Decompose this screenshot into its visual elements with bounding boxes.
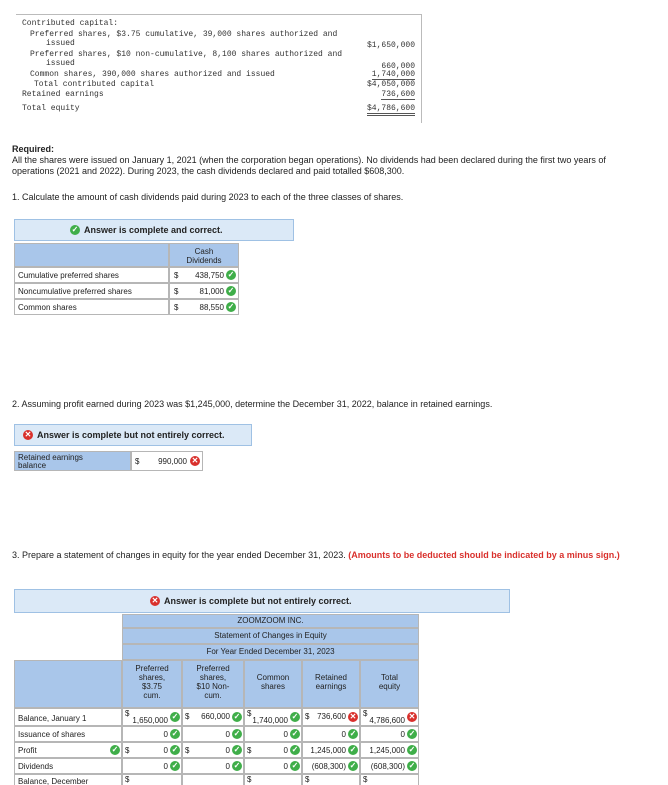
col-header-blank bbox=[14, 660, 122, 708]
q2-banner-text: Answer is complete but not entirely correct. bbox=[37, 430, 225, 440]
col-text: cum. bbox=[204, 691, 222, 700]
q1-banner bbox=[14, 219, 294, 241]
currency-symbol: $ bbox=[125, 775, 130, 784]
col-text: Total bbox=[381, 673, 398, 682]
row-label-issuance: Issuance of shares bbox=[14, 726, 122, 742]
currency-symbol: $ bbox=[247, 746, 252, 755]
col-text: shares, bbox=[199, 673, 227, 682]
correct-check-icon: ✓ bbox=[349, 745, 357, 754]
q1-question: 1. Calculate the amount of cash dividends paid during 2023 to each of the three classes of shares. bbox=[12, 192, 404, 202]
q3-question-text: 3. Prepare a statement of changes in equity for the year ended December 31, 2023. bbox=[12, 550, 346, 560]
balance-sheet-excerpt bbox=[16, 14, 422, 123]
q2-label-line2: balance bbox=[18, 461, 47, 470]
col-text: shares, bbox=[138, 673, 166, 682]
col-text: earnings bbox=[315, 682, 347, 691]
correct-check-icon: ✓ bbox=[233, 761, 241, 770]
col-text: Preferred bbox=[135, 664, 169, 673]
q1-row-value-cell[interactable] bbox=[169, 283, 239, 299]
currency-symbol: $ bbox=[247, 775, 252, 784]
required-text: All the shares were issued on January 1, 2021 (when the corporation began operations). No dividends had been declared during the first two years of operations (2021 and 2022). During 2023, the cash dividends declared and paid totalled $608,300. bbox=[12, 155, 606, 176]
cell-value: 0 bbox=[163, 746, 168, 755]
currency-symbol: $ bbox=[174, 271, 179, 280]
pref-cum-amount: $1,650,000 bbox=[366, 41, 415, 50]
correct-check-icon: ✓ bbox=[408, 729, 416, 738]
cell-value: 660,000 bbox=[201, 712, 230, 721]
total-contributed-amount: $4,050,000 bbox=[366, 80, 415, 89]
correct-check-icon: ✓ bbox=[291, 729, 299, 738]
q1-col-header-line2: Dividends bbox=[186, 256, 222, 265]
pref-noncum-amount: 660,000 bbox=[381, 62, 415, 71]
q3-note: (Amounts to be deducted should be indicated by a minus sign.) bbox=[348, 550, 620, 560]
q3-statement-table bbox=[14, 614, 419, 785]
currency-symbol: $ bbox=[174, 287, 179, 296]
statement-title: Statement of Changes in Equity bbox=[122, 628, 419, 644]
col-header-pref-cum bbox=[122, 660, 182, 708]
q2-label-cell bbox=[14, 451, 131, 471]
cell-profit-pref-noncum[interactable] bbox=[182, 742, 244, 758]
cell-balance-dec-pref-noncum[interactable] bbox=[182, 774, 244, 785]
pref-noncum-line1: Preferred shares, $10 non-cumulative, 8,100 shares authorized and bbox=[30, 50, 343, 59]
row-label-balance-dec: Balance, December bbox=[14, 774, 122, 785]
cell-balance-jan-retained[interactable] bbox=[302, 708, 360, 726]
cell-issuance-retained[interactable] bbox=[302, 726, 360, 742]
common-line: Common shares, 390,000 shares authorized and issued bbox=[30, 70, 275, 79]
currency-symbol: $ bbox=[185, 712, 190, 721]
incorrect-x-icon: ✕ bbox=[349, 712, 357, 721]
row-label-text: Profit bbox=[18, 746, 37, 755]
cell-value: 0 bbox=[225, 746, 230, 755]
cell-value: (608,300) bbox=[370, 762, 405, 771]
company-name: ZOOMZOOM INC. bbox=[122, 614, 419, 628]
q1-row-value: 81,000 bbox=[199, 287, 224, 296]
cell-balance-dec-total[interactable] bbox=[360, 774, 419, 785]
col-text: $10 Non- bbox=[196, 682, 230, 691]
cell-value: 0 bbox=[283, 730, 288, 739]
currency-symbol: $ bbox=[185, 746, 190, 755]
q1-row-value: 88,550 bbox=[199, 303, 224, 312]
currency-symbol: $ bbox=[125, 746, 130, 755]
currency-symbol: $ bbox=[135, 457, 140, 466]
currency-symbol: $ bbox=[305, 775, 310, 784]
cell-value: 0 bbox=[163, 730, 168, 739]
col-text: equity bbox=[378, 682, 401, 691]
q1-row-value-cell[interactable] bbox=[169, 299, 239, 315]
total-contributed-label: Total contributed capital bbox=[34, 80, 155, 89]
q1-banner-text: Answer is complete and correct. bbox=[84, 225, 223, 235]
q1-col-header-line1: Cash bbox=[194, 247, 214, 256]
retained-amount: 736,600 bbox=[381, 90, 415, 99]
row-label-dividends: Dividends bbox=[14, 758, 122, 774]
cell-profit-pref-cum[interactable] bbox=[122, 742, 182, 758]
q1-table bbox=[14, 243, 239, 314]
row-label-profit bbox=[14, 742, 122, 758]
currency-symbol: $ bbox=[305, 712, 310, 721]
total-equity-amount: $4,786,600 bbox=[367, 104, 415, 116]
q1-header-blank bbox=[14, 243, 169, 267]
correct-check-icon: ✓ bbox=[291, 761, 299, 770]
currency-symbol: $ bbox=[363, 709, 368, 718]
cell-profit-retained[interactable] bbox=[302, 742, 360, 758]
cell-dividends-common[interactable] bbox=[244, 758, 302, 774]
cell-balance-jan-pref-noncum[interactable] bbox=[182, 708, 244, 726]
correct-check-icon: ✓ bbox=[291, 712, 299, 721]
cell-balance-jan-total[interactable] bbox=[360, 708, 419, 726]
q3-question bbox=[12, 550, 652, 561]
col-text: cum. bbox=[143, 691, 161, 700]
cell-value: 0 bbox=[283, 762, 288, 771]
incorrect-x-icon: ✕ bbox=[24, 430, 32, 439]
cell-dividends-total[interactable] bbox=[360, 758, 419, 774]
correct-check-icon: ✓ bbox=[171, 745, 179, 754]
col-header-common bbox=[244, 660, 302, 708]
q1-row-value: 438,750 bbox=[195, 271, 224, 280]
cell-issuance-total[interactable] bbox=[360, 726, 419, 742]
incorrect-x-icon: ✕ bbox=[151, 596, 159, 605]
q2-question: 2. Assuming profit earned during 2023 was $1,245,000, determine the December 31, 2022, balance in retained earnings. bbox=[12, 399, 493, 409]
currency-symbol: $ bbox=[363, 775, 368, 784]
q3-banner bbox=[14, 589, 510, 613]
row-label-balance-jan: Balance, January 1 bbox=[14, 708, 122, 726]
cell-balance-dec-retained[interactable] bbox=[302, 774, 360, 785]
q1-row-label: Cumulative preferred shares bbox=[14, 267, 169, 283]
cell-value: 0 bbox=[283, 746, 288, 755]
required-title: Required: bbox=[12, 144, 55, 154]
cell-value: 0 bbox=[163, 762, 168, 771]
correct-check-icon: ✓ bbox=[171, 712, 179, 721]
col-text: Preferred bbox=[196, 664, 230, 673]
currency-symbol: $ bbox=[125, 709, 130, 718]
correct-check-icon: ✓ bbox=[171, 761, 179, 770]
q1-col-header bbox=[169, 243, 239, 267]
correct-check-icon: ✓ bbox=[291, 745, 299, 754]
cell-dividends-retained[interactable] bbox=[302, 758, 360, 774]
cell-dividends-pref-cum[interactable] bbox=[122, 758, 182, 774]
col-header-retained bbox=[302, 660, 360, 708]
cell-value: 0 bbox=[341, 730, 346, 739]
cell-profit-total[interactable] bbox=[360, 742, 419, 758]
cell-balance-dec-pref-cum[interactable] bbox=[122, 774, 182, 785]
pref-cum-line1: Preferred shares, $3.75 cumulative, 39,000 shares authorized and bbox=[30, 30, 338, 39]
correct-check-icon: ✓ bbox=[233, 729, 241, 738]
cell-value: 0 bbox=[400, 730, 405, 739]
cell-issuance-pref-noncum[interactable] bbox=[182, 726, 244, 742]
total-equity-label: Total equity bbox=[22, 104, 80, 113]
q2-value-cell[interactable] bbox=[131, 451, 203, 471]
cell-issuance-common[interactable] bbox=[244, 726, 302, 742]
cell-value: 0 bbox=[225, 762, 230, 771]
cell-profit-common[interactable] bbox=[244, 742, 302, 758]
cell-balance-jan-pref-cum[interactable] bbox=[122, 708, 182, 726]
correct-check-icon: ✓ bbox=[227, 286, 235, 295]
correct-check-icon: ✓ bbox=[233, 712, 241, 721]
pref-cum-line2: issued bbox=[46, 39, 75, 48]
incorrect-x-icon: ✕ bbox=[408, 712, 416, 721]
cell-issuance-pref-cum[interactable] bbox=[122, 726, 182, 742]
correct-check-icon: ✓ bbox=[233, 745, 241, 754]
q2-value: 990,000 bbox=[158, 457, 187, 466]
required-section bbox=[12, 144, 642, 177]
incorrect-x-icon: ✕ bbox=[191, 456, 199, 465]
retained-label: Retained earnings bbox=[22, 90, 104, 99]
correct-check-icon: ✓ bbox=[71, 225, 79, 234]
cell-value: 1,740,000 bbox=[252, 716, 288, 725]
currency-symbol: $ bbox=[174, 303, 179, 312]
q2-banner bbox=[14, 424, 252, 446]
pref-noncum-line2: issued bbox=[46, 59, 75, 68]
cell-value: 4,786,600 bbox=[369, 716, 405, 725]
cell-value: 736,600 bbox=[317, 712, 346, 721]
contributed-capital-heading: Contributed capital: bbox=[22, 19, 119, 28]
correct-check-icon: ✓ bbox=[349, 729, 357, 738]
col-text: Retained bbox=[314, 673, 348, 682]
q3-banner-text: Answer is complete but not entirely correct. bbox=[164, 596, 352, 606]
common-amount: 1,740,000 bbox=[371, 70, 415, 79]
correct-check-icon: ✓ bbox=[171, 729, 179, 738]
col-header-pref-noncum bbox=[182, 660, 244, 708]
q1-row-value-cell[interactable] bbox=[169, 267, 239, 283]
cell-dividends-pref-noncum[interactable] bbox=[182, 758, 244, 774]
correct-check-icon: ✓ bbox=[408, 761, 416, 770]
correct-check-icon: ✓ bbox=[111, 745, 119, 754]
q1-row-label: Common shares bbox=[14, 299, 169, 315]
correct-check-icon: ✓ bbox=[349, 761, 357, 770]
cell-balance-dec-common[interactable] bbox=[244, 774, 302, 785]
col-text: Common bbox=[256, 673, 290, 682]
statement-period: For Year Ended December 31, 2023 bbox=[122, 644, 419, 660]
cell-value: 0 bbox=[225, 730, 230, 739]
cell-value: 1,650,000 bbox=[132, 716, 168, 725]
correct-check-icon: ✓ bbox=[227, 270, 235, 279]
col-text: $3.75 bbox=[141, 682, 163, 691]
cell-value: 1,245,000 bbox=[310, 746, 346, 755]
col-header-total bbox=[360, 660, 419, 708]
q2-label-line1: Retained earnings bbox=[18, 453, 83, 462]
correct-check-icon: ✓ bbox=[227, 302, 235, 311]
col-text: shares bbox=[260, 682, 285, 691]
currency-symbol: $ bbox=[247, 709, 252, 718]
cell-value: (608,300) bbox=[311, 762, 346, 771]
correct-check-icon: ✓ bbox=[408, 745, 416, 754]
cell-balance-jan-common[interactable] bbox=[244, 708, 302, 726]
q1-row-label: Noncumulative preferred shares bbox=[14, 283, 169, 299]
cell-value: 1,245,000 bbox=[369, 746, 405, 755]
